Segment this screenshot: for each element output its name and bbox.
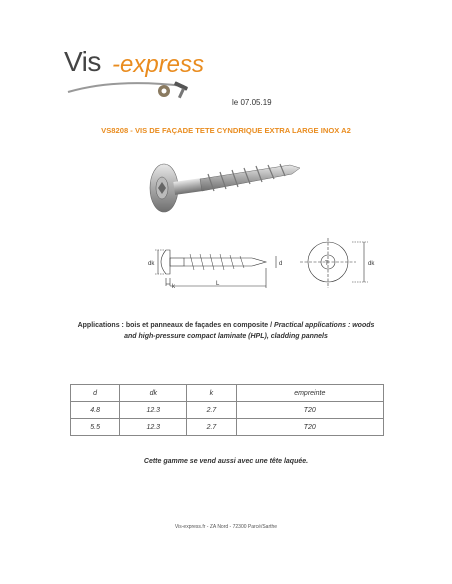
applications-en-2: and high-pressure compact laminate (HPL), cladding pannels (124, 333, 328, 340)
applications-en-1: Practical applications : woods (274, 322, 375, 329)
brand-logo (64, 46, 214, 106)
cell-dk: 12.3 (120, 402, 187, 419)
lacquered-head-note: Cette gamme se vend aussi avec une tête laquée. (143, 458, 309, 465)
logo-express-text: -express (112, 51, 205, 78)
logo-fasteners-icon (156, 78, 196, 100)
header-dk: dk (120, 385, 187, 402)
technical-drawing (142, 238, 392, 294)
cell-d: 4.8 (71, 402, 120, 419)
table-row (71, 419, 384, 436)
label-k: k (172, 284, 175, 290)
logo-vis-text: Vis (64, 46, 101, 77)
cell-k: 2.7 (187, 402, 236, 419)
header-empreinte: empreinte (236, 385, 383, 402)
header-d: d (71, 385, 120, 402)
header-k: k (187, 385, 236, 402)
cell-k: 2.7 (187, 419, 236, 436)
applications-fr: Applications : bois et panneaux de façades en composite / (77, 322, 275, 329)
screw-photo (140, 150, 310, 220)
cell-empreinte: T20 (236, 402, 383, 419)
label-dk: dk (148, 261, 155, 267)
cell-empreinte: T20 (236, 419, 383, 436)
label-T: T (325, 261, 329, 267)
label-d: d (279, 261, 283, 267)
spec-table (70, 384, 384, 436)
label-L: L (216, 281, 220, 287)
label-dk-end: dk (368, 261, 375, 267)
applications-text (60, 320, 392, 342)
table-row (71, 402, 384, 419)
footer-address: Vis-express.fr - ZA Nord - 72300 Parcé/Sarthe (174, 524, 278, 530)
table-header-row (71, 385, 384, 402)
cell-dk: 12.3 (120, 419, 187, 436)
product-title: VS8208 - VIS DE FAÇADE TETE CYNDRIQUE EXTRA LARGE INOX A2 (101, 126, 351, 135)
cell-d: 5.5 (71, 419, 120, 436)
document-date: le 07.05.19 (232, 98, 272, 107)
